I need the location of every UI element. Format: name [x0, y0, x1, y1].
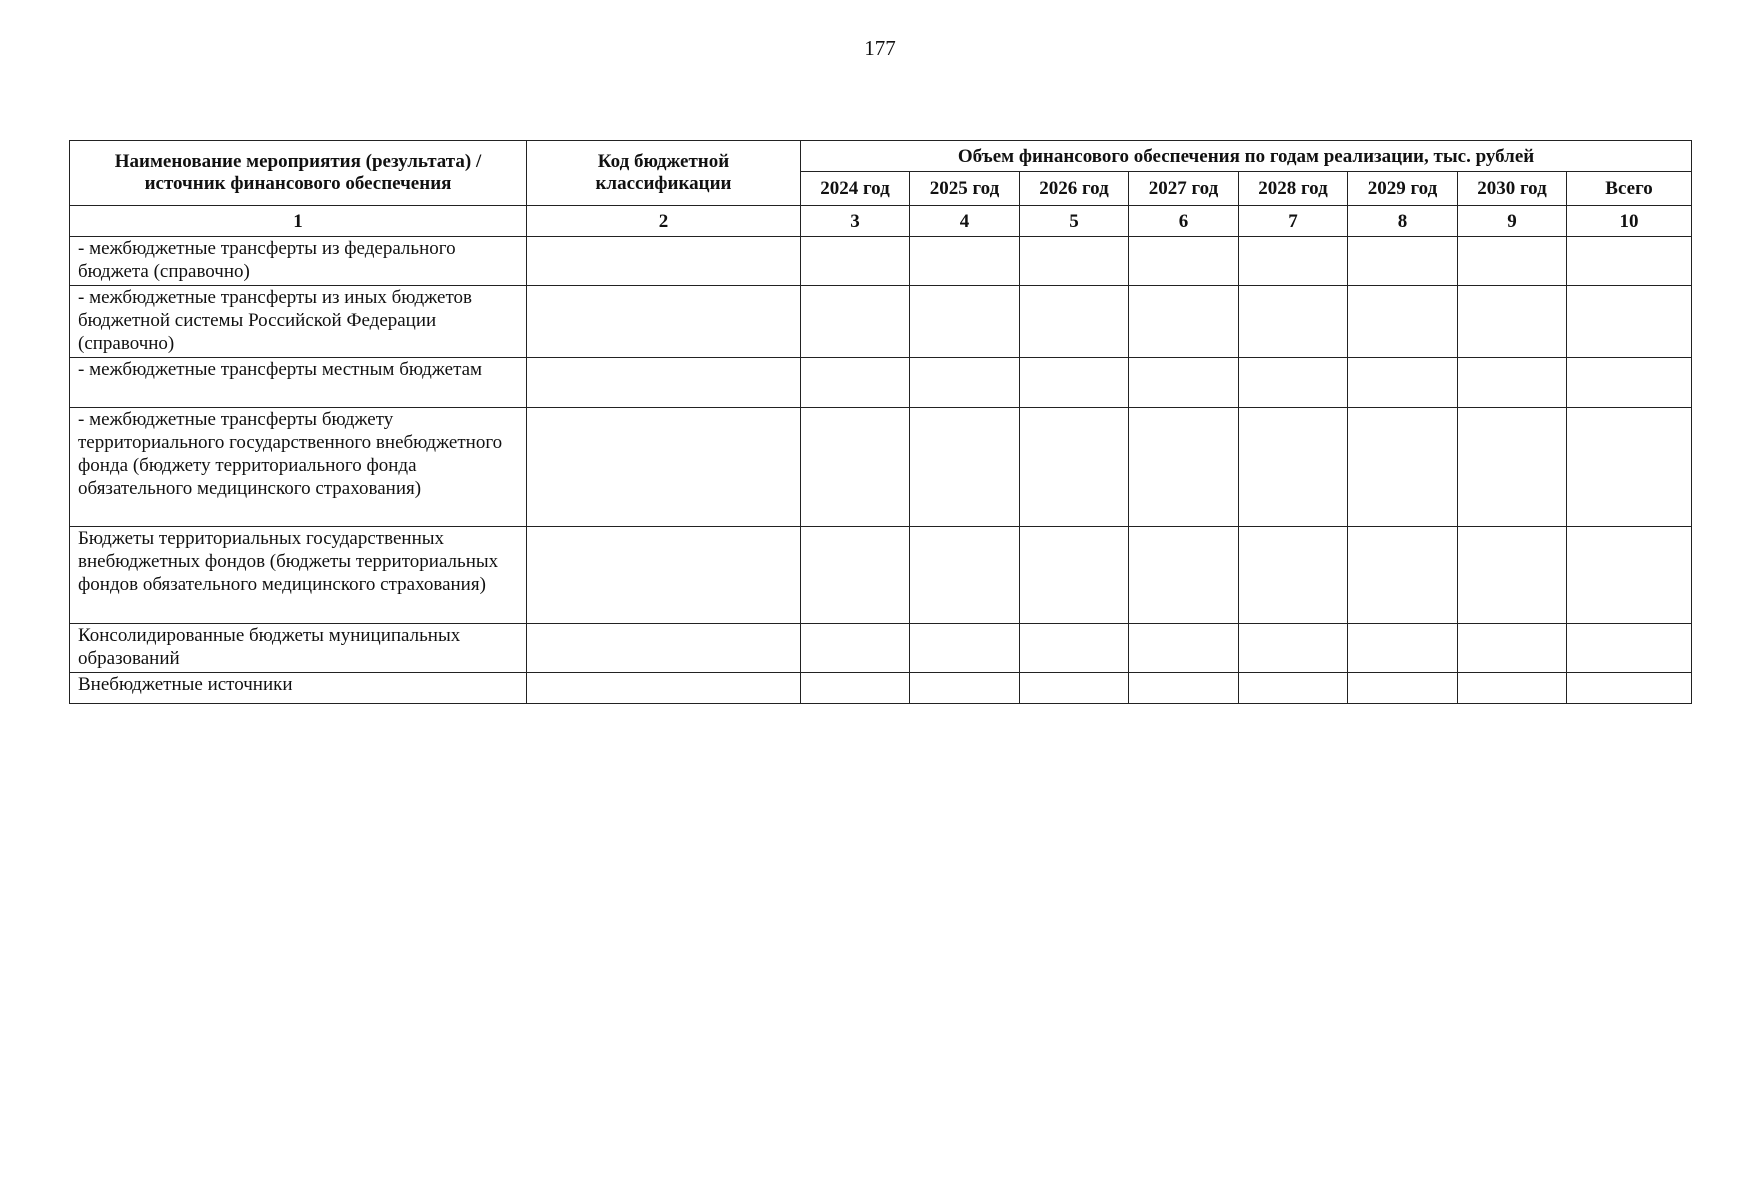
empty-cell — [1020, 673, 1129, 704]
empty-cell — [1129, 237, 1239, 286]
row-name-cell: - межбюджетные трансферты из федерального бюджета (справочно) — [70, 237, 527, 286]
empty-cell — [527, 408, 801, 527]
row-name-cell: - межбюджетные трансферты местным бюджетам — [70, 358, 527, 408]
header-year: 2027 год — [1129, 172, 1239, 206]
header-year: 2030 год — [1458, 172, 1567, 206]
header-year: 2029 год — [1348, 172, 1458, 206]
empty-cell — [801, 673, 910, 704]
column-number: 3 — [801, 206, 910, 237]
empty-cell — [1239, 286, 1348, 358]
empty-cell — [1348, 408, 1458, 527]
empty-cell — [801, 286, 910, 358]
table-row — [70, 237, 1692, 286]
empty-cell — [1239, 673, 1348, 704]
empty-cell — [1020, 358, 1129, 408]
empty-cell — [1129, 408, 1239, 527]
empty-cell — [527, 237, 801, 286]
empty-cell — [1567, 527, 1692, 624]
empty-cell — [910, 237, 1020, 286]
empty-cell — [1458, 358, 1567, 408]
empty-cell — [1020, 408, 1129, 527]
empty-cell — [910, 673, 1020, 704]
empty-cell — [527, 286, 801, 358]
row-name-cell: Бюджеты территориальных государственных внебюджетных фондов (бюджеты территориальных фондов обязательного медицинского страхования) — [70, 527, 527, 624]
header-total: Всего — [1567, 172, 1692, 206]
header-year: 2024 год — [801, 172, 910, 206]
empty-cell — [801, 624, 910, 673]
column-number: 10 — [1567, 206, 1692, 237]
header-year: 2026 год — [1020, 172, 1129, 206]
empty-cell — [527, 358, 801, 408]
empty-cell — [1129, 673, 1239, 704]
table-row — [70, 673, 1692, 704]
table-row — [70, 408, 1692, 527]
empty-cell — [527, 624, 801, 673]
header-code-column: Код бюджетной классификации — [527, 141, 801, 206]
page-number: 177 — [864, 36, 896, 60]
column-number-row — [70, 206, 1692, 237]
empty-cell — [1348, 237, 1458, 286]
table-row — [70, 527, 1692, 624]
column-number: 7 — [1239, 206, 1348, 237]
financing-table — [69, 140, 1692, 704]
column-number: 5 — [1020, 206, 1129, 237]
empty-cell — [1020, 624, 1129, 673]
column-number: 2 — [527, 206, 801, 237]
empty-cell — [1239, 527, 1348, 624]
empty-cell — [527, 527, 801, 624]
empty-cell — [1239, 358, 1348, 408]
empty-cell — [1458, 286, 1567, 358]
column-number: 4 — [910, 206, 1020, 237]
column-number: 6 — [1129, 206, 1239, 237]
empty-cell — [1348, 358, 1458, 408]
empty-cell — [1567, 673, 1692, 704]
empty-cell — [1458, 237, 1567, 286]
empty-cell — [910, 527, 1020, 624]
empty-cell — [1129, 527, 1239, 624]
empty-cell — [1348, 527, 1458, 624]
empty-cell — [1567, 358, 1692, 408]
empty-cell — [1567, 408, 1692, 527]
empty-cell — [527, 673, 801, 704]
empty-cell — [1458, 527, 1567, 624]
empty-cell — [1567, 237, 1692, 286]
empty-cell — [1348, 286, 1458, 358]
header-volume-group: Объем финансового обеспечения по годам реализации, тыс. рублей — [801, 141, 1692, 172]
empty-cell — [910, 286, 1020, 358]
empty-cell — [910, 624, 1020, 673]
row-name-cell: Консолидированные бюджеты муниципальных образований — [70, 624, 527, 673]
empty-cell — [1239, 624, 1348, 673]
header-year: 2025 год — [910, 172, 1020, 206]
empty-cell — [1458, 408, 1567, 527]
empty-cell — [1020, 237, 1129, 286]
empty-cell — [1129, 358, 1239, 408]
empty-cell — [1348, 673, 1458, 704]
empty-cell — [801, 527, 910, 624]
empty-cell — [1567, 286, 1692, 358]
empty-cell — [1020, 527, 1129, 624]
empty-cell — [1239, 237, 1348, 286]
empty-cell — [1129, 286, 1239, 358]
empty-cell — [910, 358, 1020, 408]
empty-cell — [1458, 624, 1567, 673]
empty-cell — [910, 408, 1020, 527]
column-number: 9 — [1458, 206, 1567, 237]
table-row — [70, 358, 1692, 408]
empty-cell — [1458, 673, 1567, 704]
header-year: 2028 год — [1239, 172, 1348, 206]
empty-cell — [1348, 624, 1458, 673]
empty-cell — [1020, 286, 1129, 358]
empty-cell — [801, 237, 910, 286]
empty-cell — [1129, 624, 1239, 673]
empty-cell — [801, 358, 910, 408]
header-name-column: Наименование мероприятия (результата) / источник финансового обеспечения — [70, 141, 527, 206]
table-row — [70, 286, 1692, 358]
column-number: 1 — [70, 206, 527, 237]
row-name-cell: - межбюджетные трансферты из иных бюджетов бюджетной системы Российской Федерации (справочно) — [70, 286, 527, 358]
row-name-cell: Внебюджетные источники — [70, 673, 527, 704]
table-row — [70, 624, 1692, 673]
empty-cell — [801, 408, 910, 527]
empty-cell — [1567, 624, 1692, 673]
empty-cell — [1239, 408, 1348, 527]
row-name-cell: - межбюджетные трансферты бюджету территориального государственного внебюджетного фонда (бюджету территориального фонда обязательного медицинского страхования) — [70, 408, 527, 527]
column-number: 8 — [1348, 206, 1458, 237]
